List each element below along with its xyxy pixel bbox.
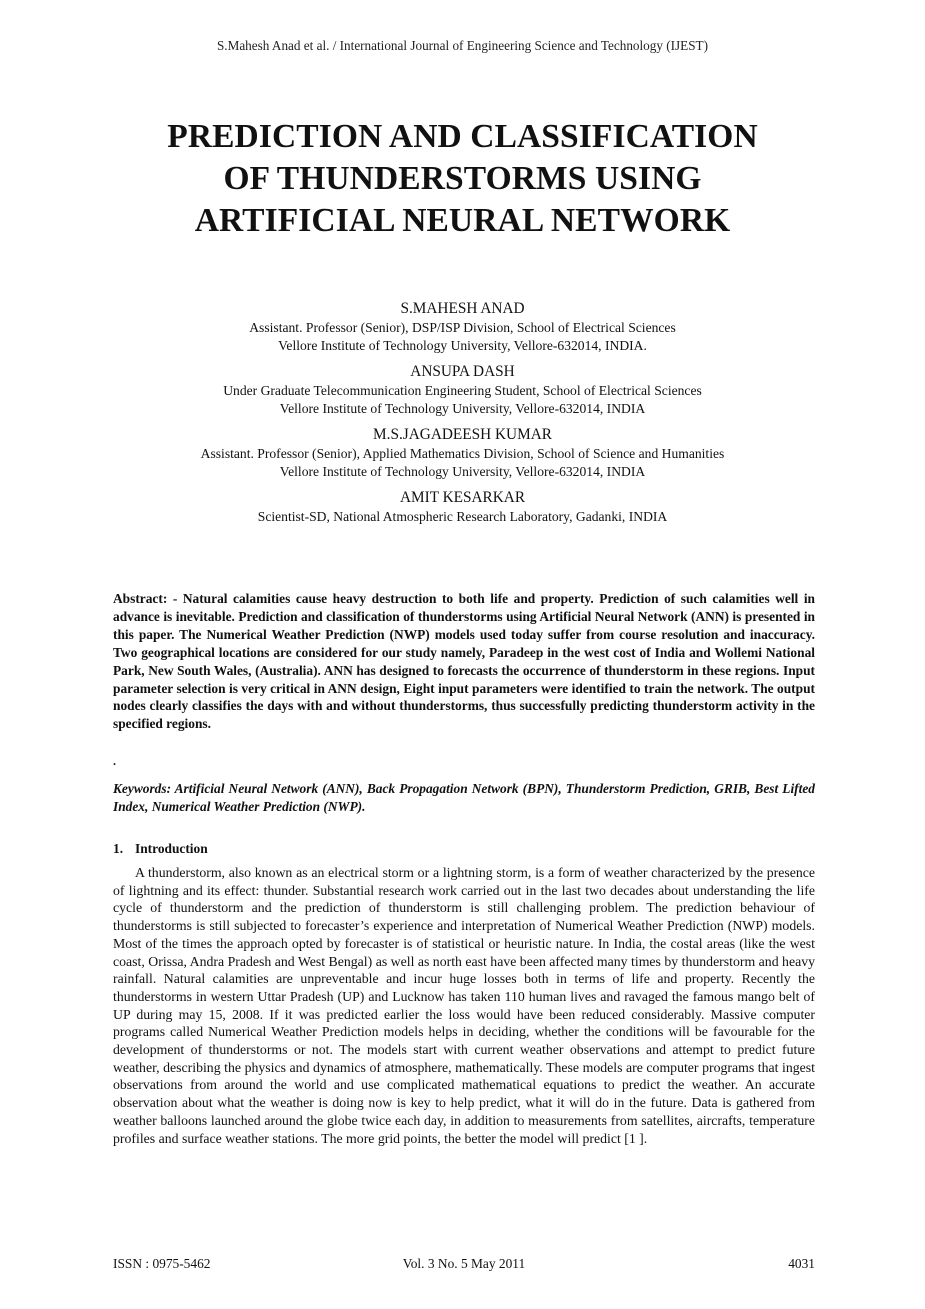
- author-block: [100, 487, 825, 526]
- section-number: 1.: [113, 841, 124, 856]
- author-name: S.MAHESH ANAD: [400, 300, 525, 317]
- footer-page-number: 4031: [788, 1256, 815, 1271]
- abstract-trailing-dot: .: [113, 754, 116, 768]
- footer-issn: ISSN : 0975-5462: [113, 1256, 211, 1271]
- author-name: ANSUPA DASH: [410, 363, 515, 380]
- keywords: Keywords: Artificial Neural Network (ANN), Back Propagation Network (BPN), Thunderstorm Prediction, GRIB, Best Lifted Index, Numerical Weather Prediction (NWP).: [113, 781, 815, 814]
- author-affiliation: Vellore Institute of Technology University, Vellore-632014, INDIA: [279, 401, 646, 416]
- author-list: [100, 298, 825, 532]
- author-affiliation: Assistant. Professor (Senior), DSP/ISP Division, School of Electrical Sciences: [249, 320, 676, 335]
- section-heading: [113, 841, 208, 857]
- running-header: S.Mahesh Anad et al. / International Journal of Engineering Science and Technology (IJEST): [216, 38, 709, 53]
- author-affiliation: Scientist-SD, National Atmospheric Research Laboratory, Gadanki, INDIA: [257, 509, 668, 524]
- introduction-paragraph: A thunderstorm, also known as an electrical storm or a lightning storm, is a form of weather characterized by the presence of lightning and its effect: thunder. Substantial research work carried out in the last two decades about understanding the life cycle of thunderstorm and the prediction of thunderstorm is still challenging problem. The prediction behaviour of thunderstorms is still subjected to forecaster’s experience and interpretation of Numerical Weather Prediction (NWP) models. Most of the times the approach opted by forecaster is of statistical or heuristic nature. In India, the costal areas (like the west coast, Orissa, Andra Pradesh and West Bengal) as well as north east have been affected many times by thunderstorm and heavy rainfall. Natural calamities are unpreventable and incur huge losses both in terms of life and property. Recently the thunderstorms in western Uttar Pradesh (UP) and Lucknow has taken 110 human lives and ravaged the famous mango belt of UP during may 15, 2008. If it was predicted earlier the loss would have been reduced considerably. Massive computer programs called Numerical Weather Prediction models helps in deciding, whether the conditions will be favourable for the development of thunderstorms or not. The models start with current weather observations and attempt to predict future weather, describing the physics and dynamics of atmosphere, mathematically. These models are computer programs that ingest observations from around the world and use complicated mathematical equations to predict the weather. An accurate observation about what the weather is doing now is key to help predict, what it will do in the future. Data is gathered from weather balloons launched around the globe twice each day, in addition to measurements from satellites, aircrafts, temperature profiles and surface weather stations. The more grid points, the better the model will predict [1 ].: [113, 865, 815, 1146]
- author-name: M.S.JAGADEESH KUMAR: [373, 426, 552, 443]
- abstract: Abstract: - Natural calamities cause heavy destruction to both life and property. Prediction of such calamities well in advance is inevitable. Prediction and classification of thunderstorms using Artificial Neural Network (ANN) is presented in this paper. The Numerical Weather Prediction (NWP) models used today suffer from course resolution and inaccuracy. Two geographical locations are considered for our study namely, Paradeep in the west cost of India and Wollemi National Park, New South Wales, (Australia). ANN has designed to forecasts the occurrence of thunderstorm in these regions. Input parameter selection is very critical in ANN design, Eight input parameters were identified to train the network. The output nodes clearly classifies the days with and without thunderstorms, thus successfully predicting thunderstorm activity in the specified regions.: [113, 591, 815, 732]
- author-block: [100, 424, 825, 481]
- page-footer: [113, 1256, 815, 1276]
- author-name: AMIT KESARKAR: [399, 489, 526, 506]
- author-block: [100, 361, 825, 418]
- title-line: OF THUNDERSTORMS USING: [223, 160, 702, 197]
- author-affiliation: Under Graduate Telecommunication Engineering Student, School of Electrical Sciences: [223, 383, 702, 398]
- footer-volume: Vol. 3 No. 5 May 2011: [402, 1256, 526, 1271]
- author-affiliation: Vellore Institute of Technology University, Vellore-632014, INDIA: [279, 464, 646, 479]
- title-line: PREDICTION AND CLASSIFICATION: [167, 118, 758, 155]
- title-line: ARTIFICIAL NEURAL NETWORK: [194, 202, 731, 239]
- section-title: Introduction: [135, 841, 208, 856]
- author-block: [100, 298, 825, 355]
- author-affiliation: Vellore Institute of Technology University, Vellore-632014, INDIA.: [278, 338, 647, 353]
- paper-title: [100, 116, 825, 242]
- author-affiliation: Assistant. Professor (Senior), Applied Mathematics Division, School of Science and Humanities: [200, 446, 725, 461]
